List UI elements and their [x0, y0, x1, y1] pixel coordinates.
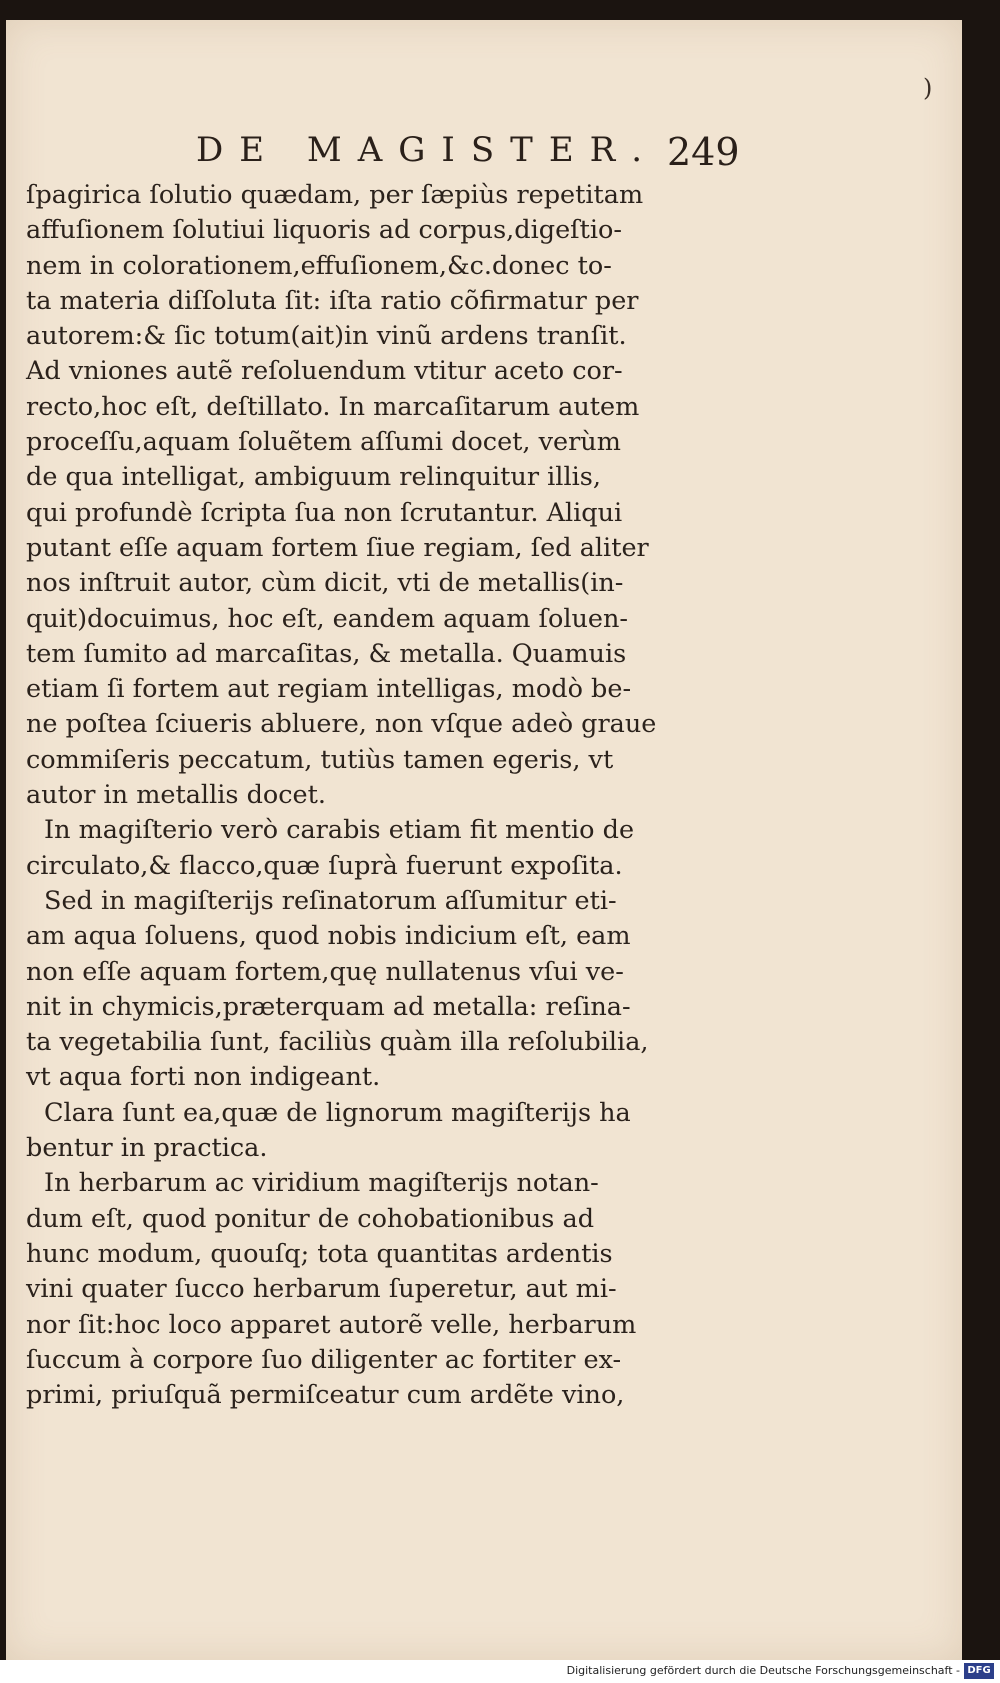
text-line: ne poſtea ſciueris abluere, non vſque adeò graue: [26, 709, 657, 740]
paragraph-start-line: Clara ſunt ea,quæ de lignorum magiſterijs ha: [44, 1097, 631, 1128]
text-line: putant eſſe aquam fortem ſiue regiam, ſed aliter: [26, 532, 649, 563]
text-line: commiſeris peccatum, tutiùs tamen egeris, vt: [26, 744, 614, 775]
text-line: ta materia diſſoluta ſit: iſta ratio cõfirmatur per: [26, 285, 639, 316]
text-line: nit in chymicis,præterquam ad metalla: reſina-: [26, 991, 631, 1022]
text-line: autorem:& ſic totum(ait)in vinũ ardens tranſit.: [26, 321, 627, 352]
footer-bar: [0, 1660, 1000, 1683]
text-line: proceſſu,aquam ſoluẽtem aſſumi docet, verùm: [26, 427, 621, 458]
text-line: affuſionem ſolutiui liquoris ad corpus,digeſtio-: [26, 215, 622, 246]
text-line: nem in colorationem,effuſionem,&c.donec to-: [26, 250, 612, 281]
book-page: [6, 20, 962, 1660]
text-line: etiam ſi fortem aut regiam intelligas, modò be-: [26, 674, 632, 705]
text-line: recto,hoc eſt, deſtillato. In marcaſitarum autem: [26, 391, 640, 422]
text-line: primi, priuſquã permiſceatur cum ardẽte vino,: [26, 1380, 625, 1411]
running-title: DE MAGISTER.: [196, 130, 659, 170]
text-line: de qua intelligat, ambiguum relinquitur illis,: [26, 462, 601, 493]
text-line: vini quater ſucco herbarum ſuperetur, aut mi-: [26, 1274, 617, 1305]
text-line: bentur in practica.: [26, 1133, 268, 1164]
page-number: 249: [667, 130, 740, 174]
funding-credit: Digitalisierung gefördert durch die Deutsche Forschungsgemeinschaft -: [566, 1664, 960, 1677]
text-line: Ad vniones autẽ reſoluendum vtitur aceto cor-: [26, 356, 623, 387]
corner-mark: ): [923, 74, 933, 102]
text-line: ſuccum à corpore ſuo diligenter ac fortiter ex-: [26, 1344, 622, 1375]
paragraph-start-line: In magiſterio verò carabis etiam fit mentio de: [44, 815, 635, 846]
paragraph-start-line: Sed in magiſterijs reſinatorum aſſumitur eti-: [44, 885, 617, 916]
text-line: quit)docuimus, hoc eſt, eandem aquam ſoluen-: [26, 603, 629, 634]
text-line: tem ſumito ad marcaſitas, & metalla. Quamuis: [26, 638, 627, 669]
text-line: circulato,& flacco,quæ ſuprà fuerunt expoſita.: [26, 850, 623, 881]
text-line: nos inſtruit autor, cùm dicit, vti de metallis(in-: [26, 568, 624, 599]
text-line: autor in metallis docet.: [26, 780, 326, 811]
page-header: [196, 112, 732, 172]
text-line: nor ſit:hoc loco apparet autorẽ velle, herbarum: [26, 1309, 637, 1340]
text-line: qui profundè ſcripta ſua non ſcrutantur. Aliqui: [26, 497, 623, 528]
text-line: dum eſt, quod ponitur de cohobationibus ad: [26, 1203, 595, 1234]
text-line: non eſſe aquam fortem,quę nullatenus vſui ve-: [26, 956, 624, 987]
dfg-logo: DFG: [964, 1663, 994, 1679]
paragraph-start-line: In herbarum ac viridium magiſterijs notan-: [44, 1168, 599, 1199]
body-text: [26, 178, 738, 1413]
text-line: am aqua ſoluens, quod nobis indicium eſt, eam: [26, 921, 631, 952]
text-line: hunc modum, quouſq; tota quantitas ardentis: [26, 1238, 613, 1269]
text-line: ta vegetabilia ſunt, faciliùs quàm illa reſolubilia,: [26, 1027, 649, 1058]
text-line: ſpagirica ſolutio quædam, per ſæpiùs repetitam: [26, 180, 644, 210]
text-line: vt aqua forti non indigeant.: [26, 1062, 381, 1093]
